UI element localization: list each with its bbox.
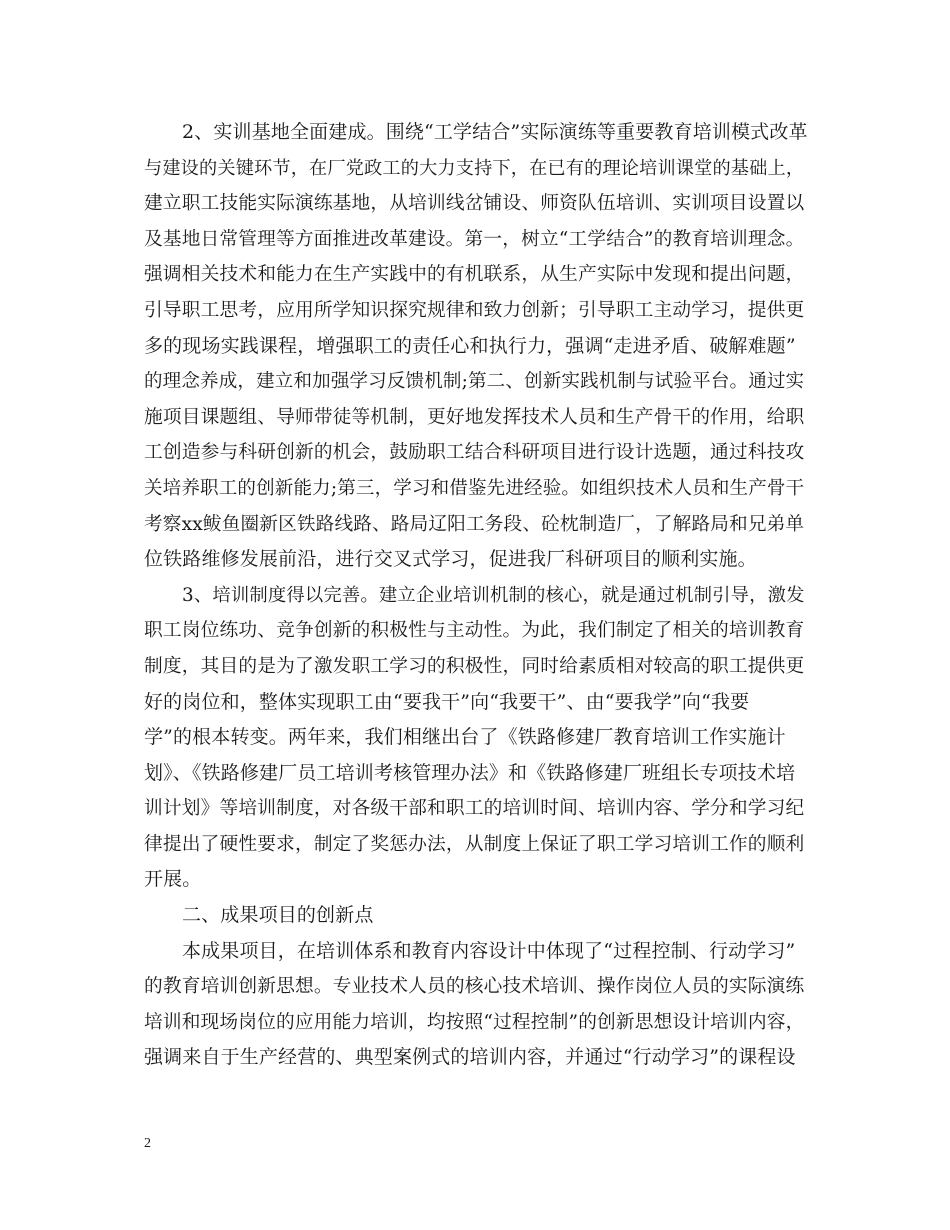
text-line: 强调相关技术和能力在生产实践中的有机联系，从生产实际中发现和提出问题，	[144, 264, 805, 286]
text-line: 工创造参与科研创新的机会，鼓励职工结合科研项目进行设计选题，通过科技攻	[144, 442, 805, 464]
text-line: 的教育培训创新思想。专业技术人员的核心技术培训、操作岗位人员的实际演练	[144, 976, 805, 998]
section-heading: 二、成果项目的创新点	[182, 904, 374, 927]
text-line: 施项目课题组、导师带徒等机制，更好地发挥技术人员和生产骨干的作用，给职	[144, 406, 805, 428]
text-line: 2、实训基地全面建成。围绕“工学结合”实际演练等重要教育培训模式改革	[182, 121, 808, 143]
text-line: 位铁路维修发展前沿，进行交叉式学习，促进我厂科研项目的顺利实施。	[144, 548, 757, 571]
text-line: 与建设的关键环节，在厂党政工的大力支持下，在已有的理论培训课堂的基础上，	[144, 157, 805, 179]
page-number: 2	[144, 1136, 151, 1151]
text-line: 关培养职工的创新能力;第三，学习和借鉴先进经验。如组织技术人员和生产骨干	[144, 477, 805, 499]
text-line: 多的现场实践课程，增强职工的责任心和执行力，强调“走进矛盾、破解难题”	[144, 334, 796, 357]
text-line: 培训和现场岗位的应用能力培训，均按照“过程控制”的创新思想设计培训内容，	[144, 1011, 805, 1033]
text-line: 好的岗位和，整体实现职工由“要我干”向“我要干”、由“要我学”向“我要	[144, 690, 750, 713]
text-line: 及基地日常管理等方面推进改革建设。第一，树立“工学结合”的教育培训理念。	[144, 228, 805, 250]
document-body	[144, 115, 808, 1076]
text-line: 开展。	[144, 868, 202, 891]
text-line: 强调来自于生产经营的、典型案例式的培训内容，并通过“行动学习”的课程设	[144, 1046, 796, 1069]
text-line: 制度，其目的是为了激发职工学习的积极性，同时给素质相对较高的职工提供更	[144, 655, 805, 677]
text-line: 律提出了硬性要求，制定了奖惩办法，从制度上保证了职工学习培训工作的顺利	[144, 833, 805, 855]
text-line: 本成果项目，在培训体系和教育内容设计中体现了“过程控制、行动学习”	[182, 939, 796, 962]
text-line: 考察xx鲅鱼圈新区铁路线路、路局辽阳工务段、砼枕制造厂，了解路局和兄弟单	[144, 513, 805, 535]
text-line: 训计划》等培训制度，对各级干部和职工的培训时间、培训内容、学分和学习纪	[144, 798, 805, 820]
text-line: 学”的根本转变。两年来，我们相继出台了《铁路修建厂教育培训工作实施计	[144, 726, 786, 749]
text-line: 的理念养成，建立和加强学习反馈机制;第二、创新实践机制与试验平台。通过实	[144, 371, 805, 393]
text-line: 建立职工技能实际演练基地，从培训线岔铺设、师资队伍培训、实训项目设置以	[144, 193, 805, 215]
text-line: 职工岗位练功、竞争创新的积极性与主动性。为此，我们制定了相关的培训教育	[144, 620, 805, 642]
text-line: 划》、《铁路修建厂员工培训考核管理办法》和《铁路修建厂班组长专项技术培	[144, 761, 796, 784]
text-line: 引导职工思考，应用所学知识探究规律和致力创新；引导职工主动学习，提供更	[144, 299, 805, 321]
text-line: 3、培训制度得以完善。建立企业培训机制的核心，就是通过机制引导，激发	[182, 584, 805, 606]
